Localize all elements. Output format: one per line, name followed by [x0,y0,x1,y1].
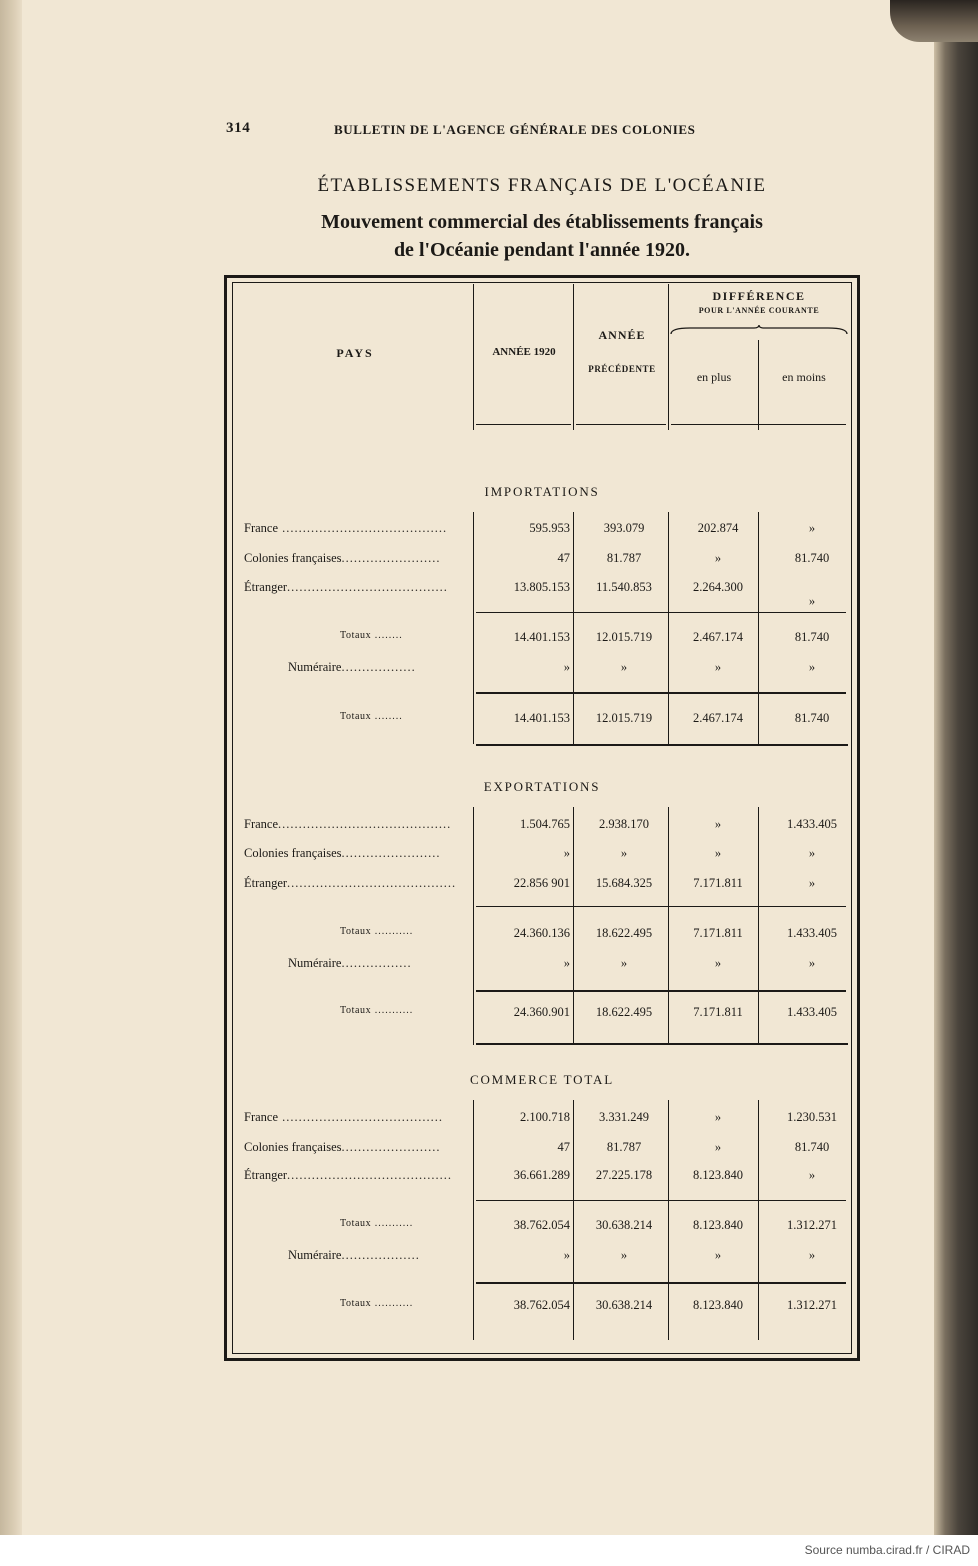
cell-annee-precedente: 30.638.214 [595,1298,653,1312]
cell-en-moins: 1.433.405 [787,1005,837,1019]
cell-annee-precedente: 2.938.170 [599,817,649,831]
header-pour-annee: POUR L'ANNÉE COURANTE [698,306,820,315]
column-divider [573,512,574,744]
table-row [244,580,848,608]
cell-en-moins: » [808,660,816,674]
cell-annee-1920: » [563,1248,570,1262]
header-divider [473,284,474,430]
cell-annee-1920: 38.762.054 [513,1298,570,1312]
cell-en-plus: 2.467.174 [693,711,743,725]
row-label: Totaux ........... [340,1005,414,1016]
row-label: Totaux ........... [340,1218,414,1229]
cell-en-plus: » [714,956,722,970]
book-binding [0,0,22,1535]
row-label: France.......................................... [244,817,452,831]
cell-annee-precedente: 81.787 [606,551,642,565]
cell-en-moins: 1.312.271 [787,1298,837,1312]
cell-en-plus: » [714,846,722,860]
page-number: 314 [226,120,251,136]
cell-en-plus: 7.171.811 [693,1005,743,1019]
cell-en-moins: » [808,846,816,860]
row-label: Étranger......................................... [244,876,457,890]
section-end-rule [476,744,848,746]
table-title-line-1: Mouvement commercial des établissements français [321,211,763,233]
total-rule [476,1282,846,1284]
cell-annee-precedente: 393.079 [603,521,645,535]
table-row [244,1218,848,1238]
cell-annee-1920: » [563,660,570,674]
header-annee-1920: ANNÉE 1920 [492,346,556,358]
cell-annee-precedente: 11.540.853 [596,580,652,594]
cell-annee-precedente: 81.787 [606,1140,642,1154]
cell-en-plus: » [714,660,722,674]
cell-annee-precedente: 18.622.495 [595,1005,653,1019]
cell-en-moins: 81.740 [794,551,830,565]
row-label: Totaux ........ [340,711,403,722]
table-row [244,1168,848,1188]
row-label: Étranger........................................ [244,1168,453,1182]
cell-annee-precedente: » [620,846,628,860]
cell-annee-1920: 36.661.289 [513,1168,570,1182]
cell-annee-precedente: 3.331.249 [599,1110,649,1124]
header-divider [573,284,574,430]
header-rule [576,424,666,425]
header-annee: ANNÉE [598,328,646,342]
section-title: ÉTABLISSEMENTS FRANÇAIS DE L'OCÉANIE [317,175,767,196]
table-row [244,1248,848,1268]
cell-annee-1920: 1.504.765 [520,817,570,831]
cell-en-plus: » [714,551,722,565]
table-row [244,956,848,976]
header-divider [758,340,759,430]
table-row [244,711,848,731]
cell-en-plus: 8.123.840 [693,1218,743,1232]
cell-annee-precedente: 30.638.214 [595,1218,653,1232]
cell-en-moins: 81.740 [794,630,830,644]
cell-en-moins: 1.433.405 [787,926,837,940]
cell-annee-precedente: 12.015.719 [595,630,653,644]
column-divider [668,512,669,744]
cell-annee-1920: 14.401.153 [513,711,570,725]
row-label: Totaux ........ [340,630,403,641]
subtotal-rule [476,1200,846,1201]
cell-en-moins: » [808,1168,816,1182]
cell-annee-1920: 595.953 [529,521,570,535]
header-en-plus: en plus [696,370,732,384]
section-exportations: EXPORTATIONS [483,779,601,794]
row-label: Étranger....................................... [244,580,448,594]
table-row [244,521,848,541]
cell-annee-1920: 47 [557,1140,570,1154]
row-label: Numéraire.................. [288,660,416,674]
row-label: Numéraire................. [288,956,412,970]
cell-annee-1920: 22.856 901 [513,876,570,890]
cell-en-plus: 8.123.840 [693,1298,743,1312]
cell-en-plus: » [714,1140,722,1154]
cell-annee-1920: 24.360.136 [513,926,570,940]
header-rule [476,424,571,425]
cell-annee-1920: 24.360.901 [513,1005,570,1019]
source-credit: Source numba.cirad.fr / CIRAD [804,1543,970,1557]
table-title [222,208,862,264]
header-difference: DIFFÉRENCE [712,289,806,303]
table-row [244,1110,848,1130]
table-row [244,551,848,571]
book-cover-corner [890,0,978,42]
cell-en-moins: 1.433.405 [787,817,837,831]
section-end-rule [476,1043,848,1045]
cell-annee-1920: 47 [557,551,570,565]
table-row [244,846,848,866]
cell-en-moins: » [808,956,816,970]
row-label: Numéraire................... [288,1248,420,1262]
cell-annee-precedente: 12.015.719 [595,711,653,725]
table-row [244,817,848,837]
subtotal-rule [476,612,846,613]
cell-en-plus: 2.467.174 [693,630,743,644]
cell-en-moins: » [808,594,816,608]
cell-en-moins: 1.230.531 [787,1110,837,1124]
cell-annee-1920: » [563,846,570,860]
column-divider [758,512,759,744]
row-label: Colonies françaises........................ [244,551,441,565]
cell-annee-1920: 13.805.153 [513,580,570,594]
cell-en-moins: 81.740 [794,711,830,725]
cell-en-moins: » [808,1248,816,1262]
header-divider [668,284,669,430]
table-row [244,926,848,946]
cell-en-plus: 8.123.840 [693,1168,743,1182]
row-label: Colonies françaises........................ [244,1140,441,1154]
section-importations: IMPORTATIONS [484,484,600,499]
row-label: Totaux ........... [340,926,414,937]
cell-en-plus: » [714,1248,722,1262]
cell-en-plus: 7.171.811 [693,926,743,940]
table-row [244,1140,848,1160]
cell-annee-precedente: 27.225.178 [595,1168,653,1182]
cell-annee-precedente: 15.684.325 [595,876,653,890]
cell-en-moins: 81.740 [794,1140,830,1154]
header-precedente: PRÉCÉDENTE [588,364,656,374]
section-commerce-total: COMMERCE TOTAL [470,1072,614,1087]
cell-annee-precedente: » [620,956,628,970]
cell-en-moins: » [808,876,816,890]
header-rule [671,424,846,425]
table-row [244,1298,848,1318]
cell-en-plus: 202.874 [697,521,739,535]
difference-brace [670,325,848,335]
cell-annee-precedente: » [620,1248,628,1262]
cell-en-plus: » [714,1110,722,1124]
total-rule [476,692,846,694]
total-rule [476,990,846,992]
cell-en-plus: » [714,817,722,831]
cell-en-plus: 2.264.300 [693,580,743,594]
cell-annee-precedente: » [620,660,628,674]
row-label: France ........................................ [244,521,448,535]
header-en-moins: en moins [782,370,826,384]
header-pays: PAYS [336,346,374,360]
cell-annee-1920: 2.100.718 [520,1110,570,1124]
subtotal-rule [476,906,846,907]
cell-annee-precedente: 18.622.495 [595,926,653,940]
running-title: BULLETIN DE L'AGENCE GÉNÉRALE DES COLONIES [334,122,696,137]
table-title-line-2: de l'Océanie pendant l'année 1920. [393,239,691,261]
cell-en-moins: » [808,521,816,535]
page-edge [934,0,978,1535]
cell-en-moins: 1.312.271 [787,1218,837,1232]
cell-annee-1920: 14.401.153 [513,630,570,644]
cell-annee-1920: 38.762.054 [513,1218,570,1232]
cell-en-plus: 7.171.811 [693,876,743,890]
table-row [244,630,848,650]
table-row [244,876,848,896]
row-label: Colonies françaises........................ [244,846,441,860]
cell-annee-1920: » [563,956,570,970]
column-divider [473,512,474,744]
table-row [244,1005,848,1025]
table-row [244,660,848,680]
row-label: Totaux ........... [340,1298,414,1309]
row-label: France ....................................... [244,1110,444,1124]
